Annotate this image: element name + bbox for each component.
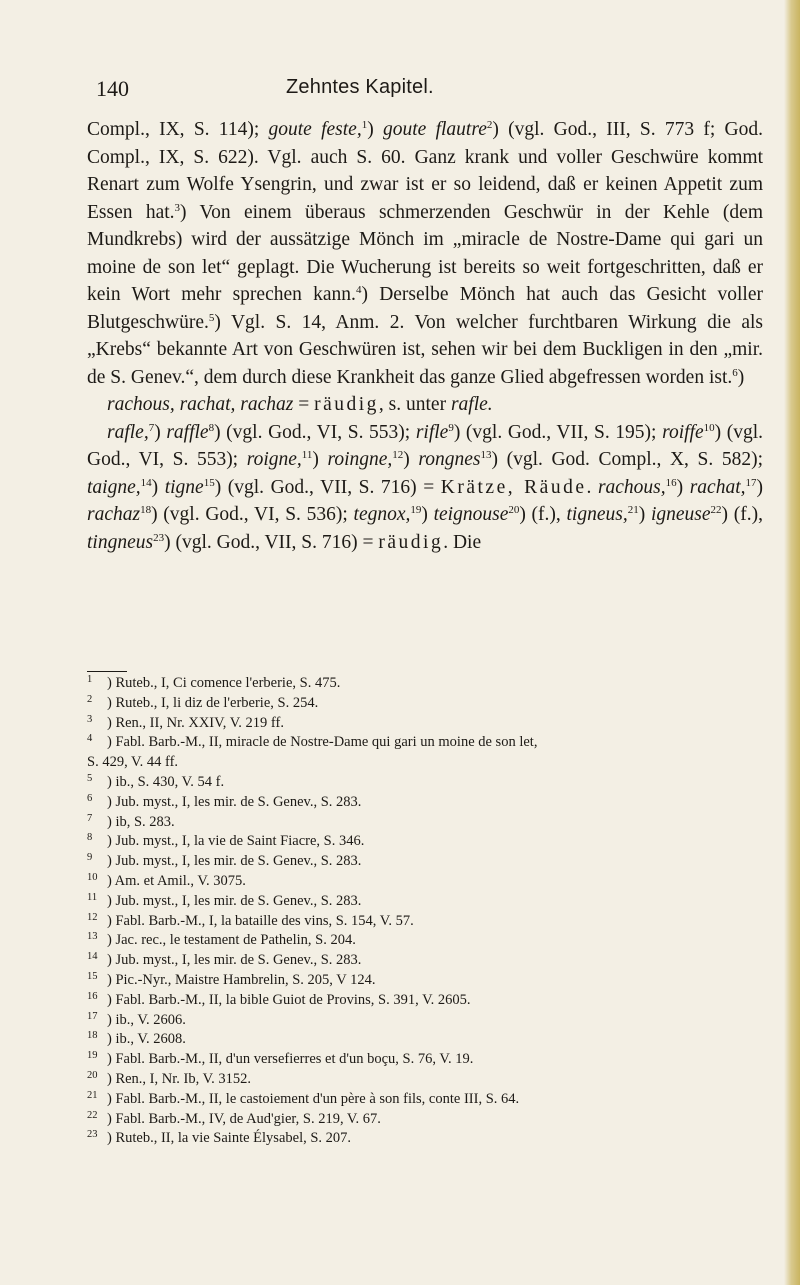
footnote: 21 ) Fabl. Barb.-M., II, le castoiement d'un père à son fils, conte III, S. 64. <box>87 1089 520 1107</box>
footnote: 8 ) Jub. myst., I, la vie de Saint Fiacre, S. 346. <box>87 832 365 850</box>
footnote: 10 ) Am. et Amil., V. 3075. <box>87 871 246 889</box>
footnote-continuation: S. 429, V. 44 ff. <box>87 754 179 771</box>
footnote: 17 ) ib., V. 2606. <box>87 1010 186 1028</box>
footnote: 14 ) Jub. myst., I, les mir. de S. Genev., S. 283. <box>87 951 362 969</box>
body-text <box>87 116 763 556</box>
footnote: 16 ) Fabl. Barb.-M., II, la bible Guiot de Provins, S. 391, V. 2605. <box>87 990 471 1008</box>
footnote: 5 ) ib., S. 430, V. 54 f. <box>87 772 225 790</box>
footnote: 23 ) Ruteb., II, la vie Sainte Élysabel, S. 207. <box>87 1129 352 1147</box>
footnote: 1 ) Ruteb., I, Ci comence l'erberie, S. 475. <box>87 674 341 691</box>
paragraph-rafle: rafle,$^7$) raffle$^8$) (vgl. God., VI, S. 553); rifle$^9$) (vgl. God., VII, S. 195); roiffe$^{10}$) (vgl. God., VI, S. 553); roigne,$^{11}$) roingne,$^{12}$) rongnes$^{13}$) (vgl. God. Compl., X, S. 582); taigne,$^{14}$) tigne$^{15}$) (vgl. God., VII, S. 716) = Krätze, Räude. rachous,$^{16}$) rachat,$^{17}$) rachaz$^{18}$) (vgl. God., VI, S. 536); tegnox,$^{19}$) teignouse$^{20}$) (f.), tigneus,$^{21}$) igneuse$^{22}$) (f.), tingneus$^{23}$) (vgl. God., VII, S. 716) = räudig. Die <box>87 421 764 553</box>
footnote: 19 ) Fabl. Barb.-M., II, d'un versefierres et d'un boçu, S. 76, V. 19. <box>87 1050 474 1068</box>
paragraph-geschwuer: Compl., IX, S. 114); goute feste,$^1$) goute flautre$^2$) (vgl. God., III, S. 773 f; God. Compl., IX, S. 622). Vgl. auch S. 60. Ganz krank und voller Geschwüre kommt Renart zum Wolfe Ysengrin, und zwar ist er so leidend, daß er keinen Appetit zum Essen hat.$^3$) Von einem überaus schmerzenden Geschwür in der Kehle (dem Mundkrebs) wird der aussätzige Mönch im „miracle de Nostre-Dame qui gari un moine de son let“ geplagt. Die Wucherung ist bereits so weit fortgeschritten, daß er kein Wort mehr sprechen kann.$^4$) Derselbe Mönch hat auch das Gesicht voller Blutgeschwüre.$^5$) Vgl. S. 14, Anm. 2. Von welcher furchtbaren Wirkung die als „Krebs“ bekannte Art von Geschwüren ist, sehen wir bei dem Buckligen in den „mir. de S. Genev.“, dem durch diese Krankheit das ganze Glied abgefressen worden ist.$^6$) <box>87 119 763 388</box>
footnote: 7 ) ib, S. 283. <box>87 812 175 830</box>
page-edge <box>784 0 800 1285</box>
footnote: 2 ) Ruteb., I, li diz de l'erberie, S. 254. <box>87 693 319 711</box>
running-head: Zehntes Kapitel. <box>286 76 434 98</box>
footnote: 4 ) Fabl. Barb.-M., II, miracle de Nostre-Dame qui gari un moine de son let, <box>87 733 538 751</box>
footnote: 22 ) Fabl. Barb.-M., IV, de Aud'gier, S. 219, V. 67. <box>87 1109 381 1127</box>
page-header <box>0 76 800 106</box>
footnotes <box>87 674 767 1149</box>
paragraph-rachous: rachous, rachat, rachaz = räudig, s. unter rafle. <box>107 394 493 415</box>
footnote: 12 ) Fabl. Barb.-M., I, la bataille des vins, S. 154, V. 57. <box>87 911 414 929</box>
footnote: 13 ) Jac. rec., le testament de Pathelin, S. 204. <box>87 931 356 949</box>
page-number: 140 <box>96 76 129 101</box>
footnote: 11 ) Jub. myst., I, les mir. de S. Genev., S. 283. <box>87 891 362 909</box>
footnote-rule <box>87 671 127 672</box>
footnote: 3 ) Ren., II, Nr. XXIV, V. 219 ff. <box>87 713 284 731</box>
footnote: 6 ) Jub. myst., I, les mir. de S. Genev., S. 283. <box>87 792 362 810</box>
footnote: 18 ) ib., V. 2608. <box>87 1030 186 1048</box>
footnote: 15 ) Pic.-Nyr., Maistre Hambrelin, S. 205, V 124. <box>87 970 376 988</box>
footnote: 20 ) Ren., I, Nr. Ib, V. 3152. <box>87 1069 252 1087</box>
footnote: 9 ) Jub. myst., I, les mir. de S. Genev., S. 283. <box>87 852 362 870</box>
